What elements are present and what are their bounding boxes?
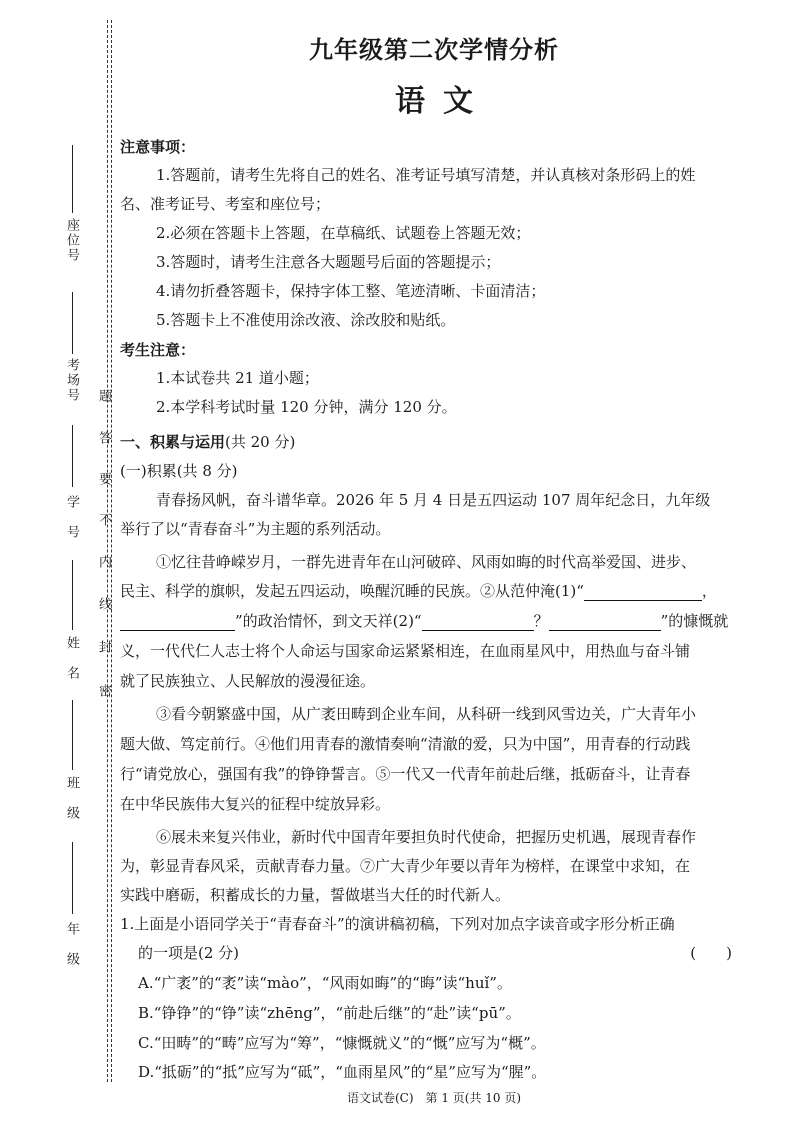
notice-item: 4.请勿折叠答题卡，保持字体工整、笔迹清晰、卡面清洁； (156, 282, 546, 300)
notice-item: 5.答题卡上不准使用涂改液、涂改胶和贴纸。 (156, 311, 456, 329)
seal-char: 密 (96, 684, 111, 697)
candidate-heading: 考生注意： (120, 341, 196, 359)
question-stem-text: 的一项是(2 分) (138, 944, 240, 962)
notice-item: 3.答题时，请考生注意各大题题号后面的答题提示； (156, 253, 501, 271)
passage-line: 青春扬风帆，奋斗谱华章。2026 年 5 月 4 日是五四运动 107 周年纪念日，九年级 (156, 491, 711, 509)
passage-text: 民主、科学的旗帜，发起五四运动，唤醒沉睡的民族。②从范仲淹(1)“ (120, 582, 584, 600)
passage-line: 就了民族独立、人民解放的漫漫征途。 (120, 672, 376, 690)
passage-text: ， (701, 582, 717, 600)
candidate-item: 2.本学科考试时量 120 分钟，满分 120 分。 (156, 398, 457, 416)
passage-line (120, 611, 728, 631)
exam-room-label: 考场号 (64, 358, 79, 403)
seal-char: 不 (96, 513, 111, 526)
passage-line: 为，彰显青春风采，贡献青春力量。⑦广大青少年要以青年为榜样，在课堂中求知，在 (120, 857, 691, 875)
seal-char: 答 (96, 431, 111, 444)
seal-char: 封 (96, 640, 111, 653)
answer-blank-2b[interactable] (549, 615, 661, 631)
section-title: 一、积累与运用 (120, 433, 226, 451)
seal-char: 线 (96, 597, 111, 610)
answer-blank-2a[interactable] (422, 615, 534, 631)
seal-char: 内 (96, 555, 111, 568)
seat-number-line[interactable] (72, 145, 73, 213)
seal-char: 题 (96, 389, 111, 402)
passage-line: ⑥展未来复兴伟业，新时代中国青年要担负时代使命，把握历史机遇，展现青春作 (156, 828, 697, 846)
option-d: D.“抵砺”的“抵”应写为“砥”，“血雨星风”的“星”应写为“腥”。 (138, 1063, 547, 1081)
answer-bracket[interactable]: ( ) (690, 944, 732, 962)
student-number-label: 学 号 (64, 495, 79, 540)
question-stem: 1.上面是小语同学关于“青春奋斗”的演讲稿初稿，下列对加点字读音或字形分析正确 (120, 915, 675, 933)
exam-title: 九年级第二次学情分析 (309, 35, 559, 64)
name-label: 姓 名 (64, 636, 79, 681)
sub-section-heading: (一)积累(共 8 分) (120, 462, 238, 480)
notice-item: 名、准考证号、考室和座位号； (120, 195, 331, 213)
candidate-item: 1.本试卷共 21 道小题； (156, 369, 319, 387)
question-stem (138, 943, 748, 963)
name-line[interactable] (72, 560, 73, 630)
option-b: B.“铮铮”的“铮”读“zhēng”，“前赴后继”的“赴”读“pū”。 (138, 1004, 521, 1022)
notice-item: 1.答题前，请考生先将自己的姓名、准考证号填写清楚，并认真核对条形码上的姓 (156, 166, 696, 184)
binding-strip (0, 0, 115, 1123)
seal-char: 要 (96, 472, 111, 485)
section-score: (共 20 分) (225, 433, 296, 451)
answer-blank-1a[interactable] (584, 585, 702, 601)
passage-line: 义，一代代仁人志士将个人命运与国家命运紧紧相连，在血雨星风中，用热血与奋斗铺 (120, 642, 691, 660)
grade-label: 年 级 (64, 922, 79, 967)
page-footer: 语文试卷(C) 第 1 页(共 10 页) (346, 1091, 522, 1105)
passage-line: 实践中磨砺，积蓄成长的力量，誓做堪当大任的时代新人。 (120, 886, 511, 904)
exam-room-line[interactable] (72, 292, 73, 354)
passage-line: 在中华民族伟大复兴的征程中绽放异彩。 (120, 795, 391, 813)
passage-line: 举行了以“青春奋斗”为主题的系列活动。 (120, 520, 391, 538)
passage-text: ？ (533, 612, 549, 630)
seat-number-label: 座位号 (64, 218, 79, 263)
passage-line (120, 581, 717, 601)
passage-text: ”的慷慨就 (660, 612, 729, 630)
notice-item: 2.必须在答题卡上答题，在草稿纸、试题卷上答题无效； (156, 224, 531, 242)
passage-line: 行“请党放心，强国有我”的铮铮誓言。⑤一代又一代青年前赴后继，抵砺奋斗，让青春 (120, 765, 691, 783)
passage-line: 题大做、笃定前行。④他们用青春的激情奏响“清澈的爱，只为中国”，用青春的行动践 (120, 735, 691, 753)
class-label: 班 级 (64, 776, 79, 821)
outer-dashed-line (107, 20, 108, 1082)
passage-line: ③看今朝繁盛中国，从广袤田畴到企业车间，从科研一线到风雪边关，广大青年小 (156, 705, 697, 723)
section-heading (120, 432, 295, 452)
option-a: A.“广袤”的“袤”读“mào”，“风雨如晦”的“晦”读“huǐ”。 (138, 974, 512, 992)
student-number-line[interactable] (72, 425, 73, 487)
option-c: C.“田畴”的“畴”应写为“筹”，“慷慨就义”的“慨”应写为“概”。 (138, 1034, 546, 1052)
passage-line: ①忆往昔峥嵘岁月，一群先进青年在山河破碎、风雨如晦的时代高举爱国、进步、 (156, 553, 697, 571)
passage-text: ”的政治情怀，到文天祥(2)“ (235, 612, 422, 630)
answer-blank-1b[interactable] (120, 615, 235, 631)
grade-line[interactable] (72, 842, 73, 914)
notice-heading: 注意事项： (120, 138, 196, 156)
class-line[interactable] (72, 700, 73, 770)
subject-title: 语文 (395, 84, 491, 119)
inner-dashed-line (111, 20, 112, 1082)
